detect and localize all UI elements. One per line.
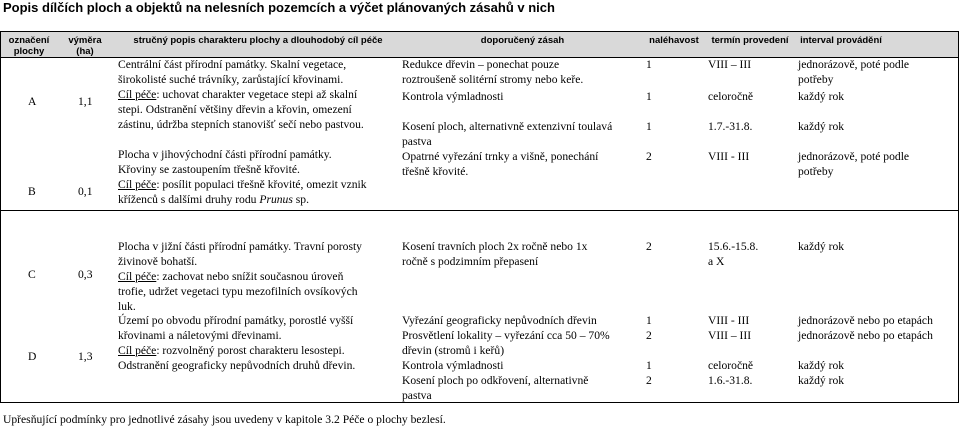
row-b-zasah: Opatrné vyřezání trnky a višně, ponechání [402,150,599,163]
row-a-termin: 1.7.-31.8. [708,120,753,133]
row-a-interval: každý rok [798,90,845,103]
row-d-zasah: Kosení ploch po odkřovení, alternativně [402,374,589,387]
row-c-goal: luk. [118,300,136,313]
col-header-termin: termín provedení [711,35,789,46]
row-c-area: 0,3 [78,268,93,281]
row-a-interval: každý rok [798,120,845,133]
row-d-interval: každý rok [798,359,845,372]
row-a-desc: širokolisté suché trávníky, zarůstající křovinami. [118,73,344,86]
row-b-desc: Křoviny se zastoupením třešně křovité. [118,163,300,176]
row-a-desc: Centrální část přírodní památky. Skalní vegetace, [118,58,347,71]
row-d-termin: 1.6.-31.8. [708,374,753,387]
row-d-zasah: Vyřezání geograficky nepůvodních dřevin [402,314,597,327]
page-title: Popis dílčích ploch a objektů na nelesních pozemcích a výčet plánovaných zásahů v nich [3,0,555,15]
row-c-nalehavost: 2 [646,240,652,253]
row-c-id: C [28,268,36,281]
row-d-area: 1,3 [78,350,93,363]
row-d-goal: Odstranění geograficky nepůvodních druhů dřevin. [118,359,356,372]
row-d-zasah: Prosvětlení lokality – vyřezání cca 50 – 70% [402,329,610,342]
row-a-zasah: Kontrola výmladnosti [402,90,504,103]
row-a-goal: zástinu, údržba stepních stanovišť sečí nebo pastvou. [118,118,364,131]
row-b-interval: potřeby [798,165,834,178]
row-c-termin: 15.6.-15.8. [708,240,759,253]
row-a-nalehavost: 1 [646,90,652,103]
row-d-termin: celoročně [708,359,754,372]
row-b-id: B [28,185,36,198]
row-d-nalehavost: 1 [646,314,652,327]
row-c-termin: a X [708,255,725,268]
row-a-goal: Cíl péče: uchovat charakter vegetace stepi až skalní [118,88,358,101]
row-c-desc: Plocha v jižní části přírodní památky. Travní porosty [118,240,362,253]
row-d-zasah: dřevin (stromů i keřů) [402,344,505,357]
row-a-interval: potřeby [798,73,834,86]
row-a-nalehavost: 1 [646,120,652,133]
row-d-zasah: Kontrola výmladnosti [402,359,504,372]
row-a-zasah: roztroušeně solitérní stromy nebo keře. [402,73,584,86]
row-d-nalehavost: 1 [646,359,652,372]
row-c-goal: trofie, udržet vegetaci typu mezofilních ovsíkových [118,285,358,298]
row-c-desc: živinově bohatší. [118,255,198,268]
row-d-zasah: pastva [402,389,432,402]
row-a-area: 1,1 [78,95,93,108]
col-header-interval: interval provádění [800,35,882,46]
row-d-termin: VIII – III [708,329,752,342]
rule [0,31,959,32]
row-a-zasah: pastva [402,135,432,148]
col-header-popis: stručný popis charakteru plochy a dlouhodobý cíl péče [133,35,383,46]
row-d-termin: VIII - III [708,314,750,327]
rule [0,31,1,403]
row-a-interval: jednorázově, poté podle [798,58,910,71]
row-c-goal: Cíl péče: zachovat nebo snížit současnou úroveň [118,270,344,283]
row-d-interval: jednorázově nebo po etapách [798,329,933,342]
row-b-desc: Plocha v jihovýchodní části přírodní památky. [118,148,332,161]
row-a-goal: stepi. Odstranění většiny dřevin a křovin, omezení [118,103,352,116]
row-b-termin: VIII - III [708,150,750,163]
col-header-nalehavost: naléhavost [649,35,699,46]
col-header-zasah: doporučený zásah [480,35,565,46]
row-b-goal: Cíl péče: posílit populaci třešně křovité, omezit vznik [118,178,367,191]
row-d-desc: křovinami a náletovými dřevinami. [118,329,282,342]
row-d-nalehavost: 2 [646,329,652,342]
row-a-nalehavost: 1 [646,58,652,71]
row-b-nalehavost: 2 [646,150,652,163]
row-c-interval: každý rok [798,240,845,253]
col-header-oznaceni: označení plochy [8,35,50,57]
row-b-area: 0,1 [78,185,93,198]
row-b-zasah: třešně křovité. [402,165,469,178]
row-a-id: A [28,95,37,108]
row-d-desc: Území po obvodu přírodní památky, porostlé vyšší [118,314,354,327]
row-d-goal: Cíl péče: rozvolněný porost charakteru lesostepi. [118,344,345,357]
row-d-id: D [28,350,37,363]
row-a-zasah: Redukce dřevin – ponechat pouze [402,58,560,71]
row-b-goal: kříženců s dalšími druhy rodu Prunus sp. [118,193,309,206]
rule [0,402,959,403]
row-a-termin: VIII – III [708,58,752,71]
row-d-nalehavost: 2 [646,374,652,387]
row-b-interval: jednorázově, poté podle [798,150,910,163]
row-d-interval: jednorázově nebo po etapách [798,314,933,327]
row-c-zasah: Kosení travních ploch 2x ročně nebo 1x [402,240,588,253]
rule [0,210,959,211]
col-header-vymera: výměra (ha) [68,35,102,57]
row-a-zasah: Kosení ploch, alternativně extenzivní toulavá [402,120,613,133]
row-c-zasah: ročně s podzimním přepasení [402,255,539,268]
row-d-interval: každý rok [798,374,845,387]
footer-note: Upřesňující podmínky pro jednotlivé zásahy jsou uvedeny v kapitole 3.2 Péče o plochy bezlesí. [3,413,446,426]
row-a-termin: celoročně [708,90,754,103]
